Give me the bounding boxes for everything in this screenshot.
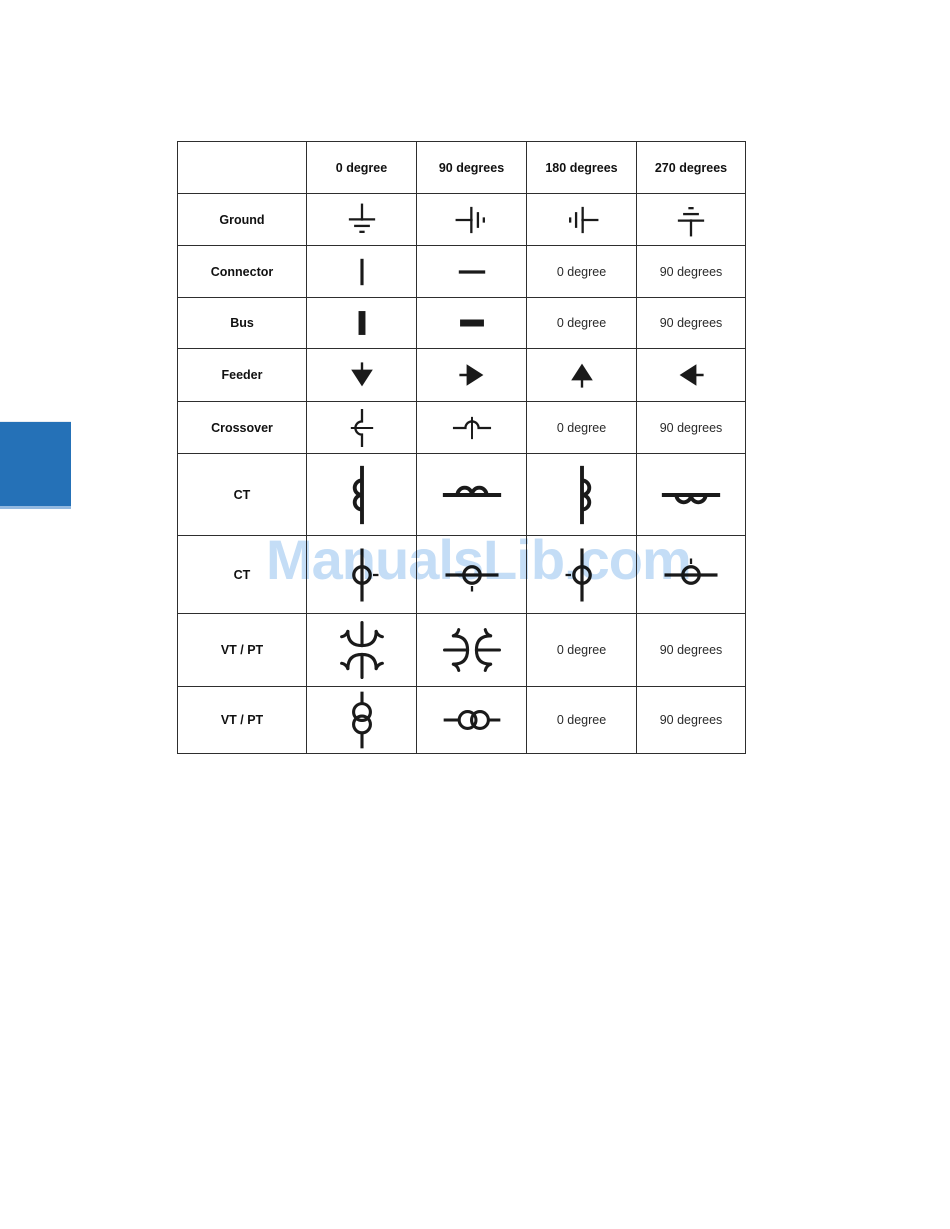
- ct-coil-symbol-180deg-icon: [548, 461, 616, 529]
- ct-circle-symbol-0deg-icon: [330, 543, 394, 607]
- rotation-note: 0 degree: [527, 402, 637, 454]
- ct-circle-symbol-270deg-icon: [659, 543, 723, 607]
- vtpt-windings-symbol-0deg-icon: [331, 619, 393, 681]
- row-label-vtpt-circles: VT / PT: [178, 687, 307, 754]
- table-row: [178, 454, 746, 536]
- row-label-ct-circle: CT: [178, 536, 307, 614]
- connector-symbol-90deg-icon: [450, 250, 494, 294]
- header-90-degrees: 90 degrees: [417, 142, 527, 194]
- row-label-vtpt-windings: VT / PT: [178, 614, 307, 687]
- row-label-ground: Ground: [178, 194, 307, 246]
- rotation-note: 90 degrees: [637, 687, 746, 754]
- bus-symbol-90deg-icon: [450, 301, 494, 345]
- header-180-degrees: 180 degrees: [527, 142, 637, 194]
- rotation-note: 0 degree: [527, 687, 637, 754]
- accent-square: [0, 421, 71, 509]
- table-row: [178, 614, 746, 687]
- row-label-crossover: Crossover: [178, 402, 307, 454]
- ground-symbol-270deg-icon: [668, 197, 714, 243]
- rotation-note: 90 degrees: [637, 614, 746, 687]
- feeder-arrow-right-icon: [451, 354, 493, 396]
- bus-symbol-0deg-icon: [340, 301, 384, 345]
- ct-coil-symbol-270deg-icon: [657, 461, 725, 529]
- table-row: [178, 194, 746, 246]
- vtpt-circles-symbol-0deg-icon: [331, 689, 393, 751]
- feeder-arrow-left-icon: [670, 354, 712, 396]
- ground-symbol-0deg-icon: [339, 197, 385, 243]
- rotation-note: 0 degree: [527, 246, 637, 298]
- connector-symbol-0deg-icon: [340, 250, 384, 294]
- feeder-arrow-up-icon: [561, 354, 603, 396]
- table-row: [178, 298, 746, 349]
- rotation-note: 0 degree: [527, 614, 637, 687]
- vtpt-circles-symbol-90deg-icon: [441, 689, 503, 751]
- table-row: [178, 349, 746, 402]
- rotation-note: 90 degrees: [637, 402, 746, 454]
- ground-symbol-180deg-icon: [559, 197, 605, 243]
- table-row: [178, 687, 746, 754]
- vtpt-windings-symbol-90deg-icon: [441, 619, 503, 681]
- crossover-symbol-90deg-icon: [449, 405, 495, 451]
- table-row: [178, 536, 746, 614]
- table-row: [178, 402, 746, 454]
- ct-circle-symbol-180deg-icon: [550, 543, 614, 607]
- table-row: [178, 246, 746, 298]
- rotation-note: 90 degrees: [637, 246, 746, 298]
- header-0-degree: 0 degree: [307, 142, 417, 194]
- table-header-row: [178, 142, 746, 194]
- row-label-feeder: Feeder: [178, 349, 307, 402]
- ground-symbol-90deg-icon: [449, 197, 495, 243]
- symbol-rotation-table: [177, 141, 746, 754]
- rotation-note: 0 degree: [527, 298, 637, 349]
- ct-coil-symbol-90deg-icon: [438, 461, 506, 529]
- ct-circle-symbol-90deg-icon: [440, 543, 504, 607]
- feeder-arrow-down-icon: [341, 354, 383, 396]
- header-blank: [178, 142, 307, 194]
- row-label-bus: Bus: [178, 298, 307, 349]
- row-label-connector: Connector: [178, 246, 307, 298]
- manualslib-watermark: ManualsLib.com: [266, 528, 691, 591]
- rotation-note: 90 degrees: [637, 298, 746, 349]
- crossover-symbol-0deg-icon: [339, 405, 385, 451]
- ct-coil-symbol-0deg-icon: [328, 461, 396, 529]
- row-label-ct-coil: CT: [178, 454, 307, 536]
- header-270-degrees: 270 degrees: [637, 142, 746, 194]
